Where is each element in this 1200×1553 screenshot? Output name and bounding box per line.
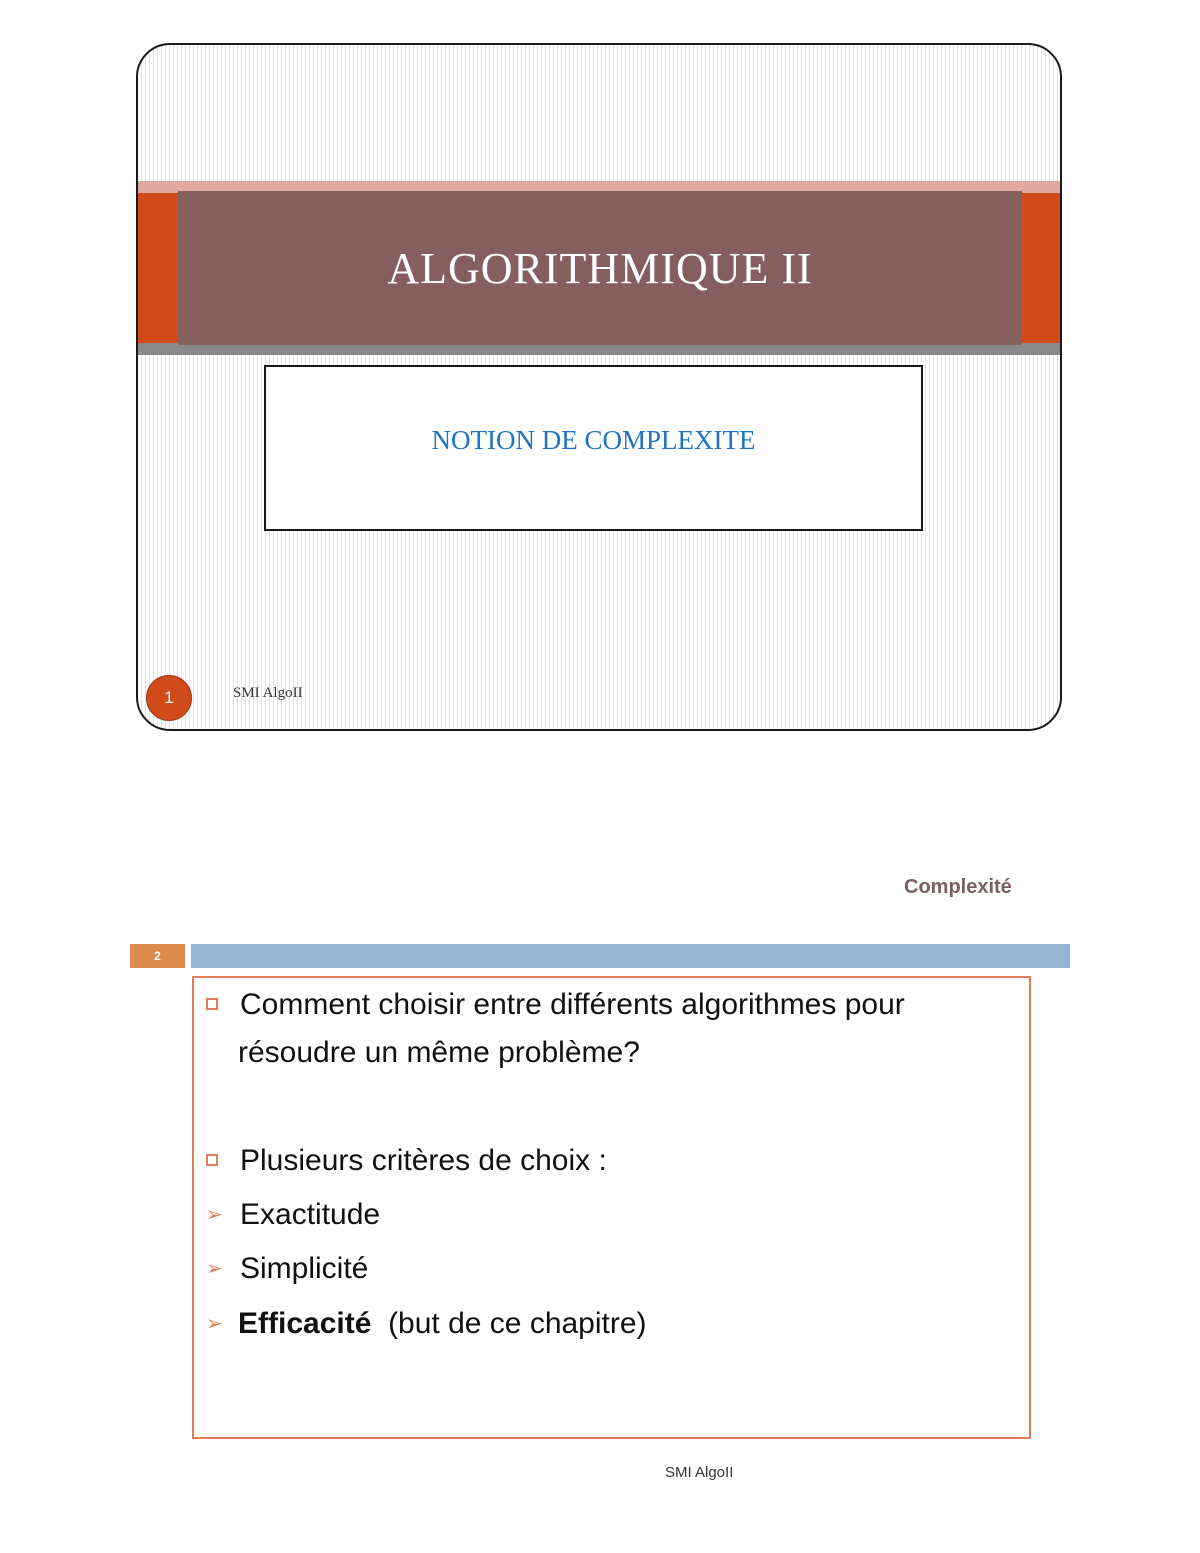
square-bullet-icon — [206, 998, 218, 1010]
list-item — [206, 1252, 368, 1286]
content-box — [192, 976, 1031, 1439]
list-item — [206, 1307, 647, 1341]
page-number-badge: 2 — [130, 944, 185, 968]
subtitle-box — [264, 365, 923, 531]
question-line-2: résoudre un même problème? — [238, 1036, 640, 1069]
page-number-badge: 1 — [146, 675, 192, 721]
list-item — [206, 988, 905, 1022]
slide-footer: SMI AlgoII — [665, 1464, 734, 1481]
slide-title: ALGORITHMIQUE II — [387, 243, 813, 293]
header-bar — [191, 944, 1070, 968]
question-line-1: Comment choisir entre différents algorithmes pour — [240, 988, 905, 1021]
criterion-simplicite: Simplicité — [240, 1252, 369, 1285]
arrow-bullet-icon: ➢ — [206, 1257, 223, 1280]
criterion-exactitude: Exactitude — [240, 1198, 381, 1231]
efficacite-note: (but de ce chapitre) — [388, 1307, 647, 1340]
title-box — [178, 191, 1022, 345]
list-item — [206, 1198, 380, 1232]
criteria-intro: Plusieurs critères de choix : — [240, 1144, 607, 1177]
arrow-bullet-icon: ➢ — [206, 1203, 223, 1226]
title-slide — [136, 43, 1062, 731]
slide-footer: SMI AlgoII — [233, 685, 303, 701]
criterion-efficacite: Efficacité — [238, 1307, 372, 1340]
slide-subtitle: NOTION DE COMPLEXITE — [431, 425, 756, 455]
square-bullet-icon — [206, 1154, 218, 1166]
list-item — [206, 1144, 607, 1178]
arrow-bullet-icon: ➢ — [206, 1312, 223, 1335]
slide-header: Complexité — [904, 876, 1012, 898]
